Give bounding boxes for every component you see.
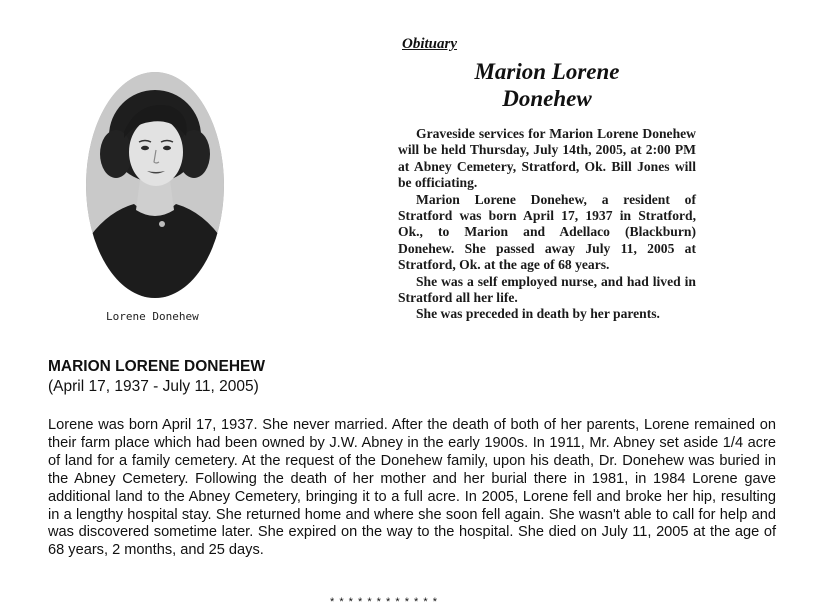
portrait-photo xyxy=(86,72,224,298)
photo-caption: Lorene Donehew xyxy=(106,310,199,323)
obituary-paragraph: She was preceded in death by her parents. xyxy=(416,306,660,322)
portrait-illustration xyxy=(86,72,224,298)
section-divider: * * * * * * * * * * * * xyxy=(330,596,438,608)
obituary-title xyxy=(392,58,702,112)
obituary-title-line2: Donehew xyxy=(502,86,592,111)
obituary-paragraph: She was a self employed nurse, and had lived in Stratford all her life. xyxy=(398,273,696,306)
page-title: MARION LORENE DONEHEW xyxy=(48,358,265,375)
biography-paragraph: Lorene was born April 17, 1937. She never married. After the death of both of her parents, Lorene remained on their farm place which had been owned by J.W. Abney in the early 1900s. In 1911, Mr. Abney set aside 1/4 acre of land for a family cemetery. At the request of the Donehew family, upon his death, Dr. Donehew was buried in the Abney Cemetery. Following the death of her mother and her burial there in 1981, in 1984 Lorene gave additional land to the Abney Cemetery, bringing it to a full acre. In 2005, Lorene fell and broke her hip, resulting in a lengthy hospital stay. She returned home and where she soon fell again. She wasn't able to call for help and was discovered sometime later. She expired on the way to the hospital. She died on July 11, 2005 at the age of 68 years, 2 months, and 25 days. xyxy=(48,417,776,559)
obituary-label: Obituary xyxy=(402,36,458,52)
life-dates: (April 17, 1937 - July 11, 2005) xyxy=(48,378,259,395)
obituary-body xyxy=(398,126,696,323)
obituary-paragraph: Marion Lorene Donehew, a resident of Stratford was born April 17, 1937 in Stratford, Ok., to Marion and Adellaco (Blackburn) Donehew. She passed away July 11, 2005 at Stratford, Ok. at the age of 68 years. xyxy=(398,191,696,273)
obituary-paragraph: Graveside services for Marion Lorene Donehew will be held Thursday, July 14th, 2005, at 2:00 PM at Abney Cemetery, Stratford, Ok. Bill Jones will be officiating. xyxy=(398,126,696,191)
obituary-title-line1: Marion Lorene xyxy=(474,59,620,84)
